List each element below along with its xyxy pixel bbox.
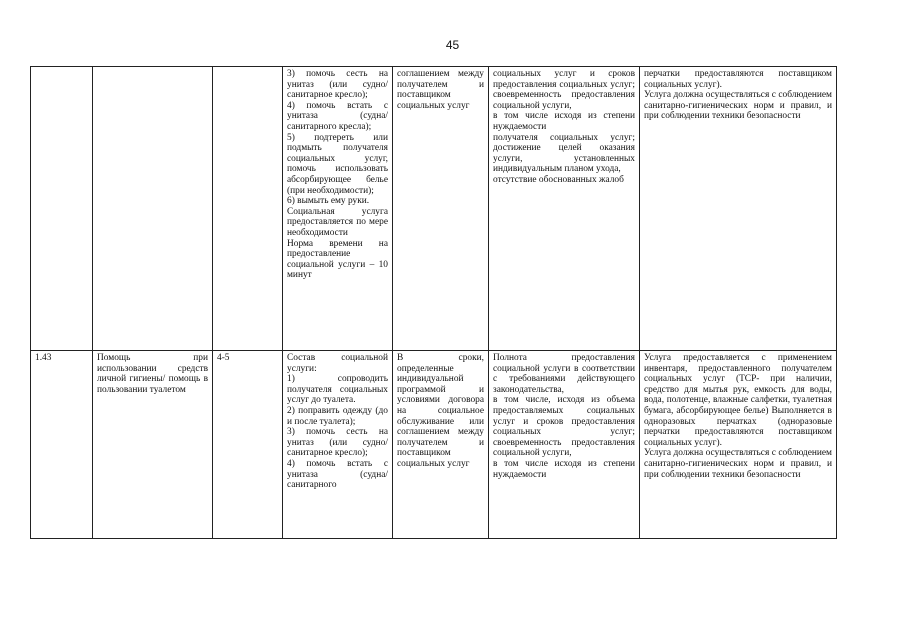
page-number: 45 bbox=[445, 38, 460, 52]
cell-terms: соглашением между получателем и поставщиком социальных услуг bbox=[393, 67, 489, 351]
services-table bbox=[30, 66, 837, 539]
cell-service-name bbox=[93, 67, 213, 351]
cell-conditions: Услуга предоставляется с применением инвентаря, предоставленного получателем социальных услуг (ТСР- при наличии, средство для мытья рук, емкость для воды, вода, полотенце, влажные салфетки, туалетная бумага, абсорбирующее белье) Выполняется в одноразовых перчатках (одноразовые перчатки предоставляются поставщиком социальных услуг). Услуга должна осуществляться с соблюдением санитарно-гигиенических норм и правил, и при соблюдении техники безопасности bbox=[640, 351, 837, 539]
cell-code bbox=[213, 67, 283, 351]
cell-number: 1.43 bbox=[31, 351, 93, 539]
table-row bbox=[31, 351, 837, 539]
cell-service-content: 3) помочь сесть на унитаз (или судно/санитарное кресло); 4) помочь встать с унитаза (судна/санитарного кресла); 5) подтереть или подмыть получателя социальных услуг, помочь использовать абсорбирующее белье (при необходимости); 6) вымыть ему руки. Социальная услуга предоставляется по мере необходимости Норма времени на предоставление социальной услуги – 10 минут bbox=[283, 67, 393, 351]
cell-terms: В сроки, определенные индивидуальной программой и условиями договора на социальное обслуживание или соглашением между получателем и поставщиком социальных услуг bbox=[393, 351, 489, 539]
table-row bbox=[31, 67, 837, 351]
cell-conditions: перчатки предоставляются поставщиком социальных услуг). Услуга должна осуществляться с соблюдением санитарно-гигиенических норм и правил, и при соблюдении техники безопасности bbox=[640, 67, 837, 351]
cell-code: 4-5 bbox=[213, 351, 283, 539]
cell-number bbox=[31, 67, 93, 351]
cell-quality-indicators: социальных услуг и сроков предоставления социальных услуг; своевременность предоставления социальной услуги, в том числе исходя из степени нуждаемости получателя социальных услуг; достижение целей оказания услуги, установленных индивидуальным планом ухода, отсутствие обоснованных жалоб bbox=[489, 67, 640, 351]
cell-service-content: Состав социальной услуги: 1) сопроводить получателя социальных услуг до туалета. 2) поправить одежду (до и после туалета); 3) помочь сесть на унитаз (или судно/санитарное кресло); 4) помочь встать с унитаза (судна/санитарного bbox=[283, 351, 393, 539]
cell-quality-indicators: Полнота предоставления социальной услуги в соответствии с требованиями действующего законодательства, в том числе, исходя из объема предоставляемых социальных услуг и сроков предоставления социальных услуг; своевременность предоставления социальной услуги, в том числе исходя из степени нуждаемости bbox=[489, 351, 640, 539]
cell-service-name: Помощь при использовании средств личной гигиены/ помощь в пользовании туалетом bbox=[93, 351, 213, 539]
